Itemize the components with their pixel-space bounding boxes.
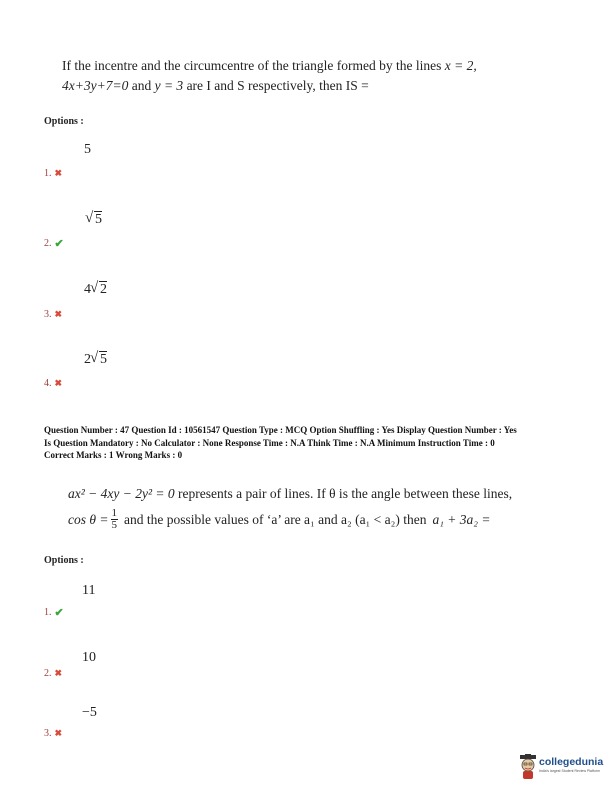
correct-mark-icon: ✔ — [54, 238, 64, 250]
wrong-mark-icon: ✖ — [54, 168, 63, 178]
wrong-mark-icon: ✖ — [54, 309, 63, 319]
square-root-icon: √ 2 — [91, 282, 107, 298]
q1-option-4-value: 2√ 5 — [84, 352, 107, 368]
question-2-line-1: ax² − 4xy − 2y² = 0 represents a pair of lines. If θ is the angle between these lines, — [68, 486, 513, 501]
question-1-line-1: If the incentre and the circumcentre of the triangle formed by the lines x = 2, — [62, 58, 477, 73]
logo-tagline: India's largest Student Review Platform — [539, 769, 600, 773]
q2-option-1-value: 11 — [82, 583, 96, 598]
wrong-mark-icon: ✖ — [54, 378, 63, 388]
q2-option-2-value: 10 — [82, 650, 96, 665]
q1-option-1-value: 5 — [84, 142, 91, 157]
q2-option-2[interactable]: 2. ✖ — [44, 668, 63, 679]
q1-option-4[interactable]: 4. ✖ — [44, 378, 63, 389]
question-2-line-2: cos θ = $\frac{1}{5}$ and the possible values of ‘a’ are a₁ and a₂ (a₁ < a₂) then a₁ + 3a₂ = — [68, 507, 491, 531]
q1-option-2-value — [86, 212, 102, 228]
options-heading: Options : — [44, 116, 84, 127]
q2-option-1[interactable]: 1. ✔ — [44, 607, 64, 619]
correct-mark-icon: ✔ — [54, 607, 64, 619]
wrong-mark-icon: ✖ — [54, 668, 63, 678]
options-heading: Options : — [44, 555, 84, 566]
q1-option-3[interactable]: 3. ✖ — [44, 309, 63, 320]
q1-option-1[interactable]: 1. ✖ — [44, 168, 63, 179]
q1-option-2[interactable]: 2. ✔ — [44, 238, 64, 250]
square-root-icon: √ 5 — [91, 352, 107, 368]
wrong-mark-icon: ✖ — [54, 728, 63, 738]
square-root-icon: √ 5 — [86, 212, 102, 228]
collegedunia-logo — [519, 752, 611, 782]
question-1-line-2: 4x+3y+7=0 and y = 3 are I and S respectively, then IS = — [62, 78, 369, 93]
q1-option-3-value: 4√ 2 — [84, 282, 107, 298]
question-1-text — [62, 56, 477, 96]
q2-option-3-value: −5 — [82, 705, 97, 720]
question-metadata: Question Number : 47 Question Id : 10561547 Question Type : MCQ Option Shuffling : Yes Display Question Number : Yes Is Question Mandatory : No Calculator : None Response Time : N.A Think Time : N.A Minimum Instruction Time : 0 Correct Marks : 1 Wrong Marks : 0 — [44, 425, 517, 460]
q2-option-3[interactable]: 3. ✖ — [44, 728, 63, 739]
graduate-mascot-icon — [519, 754, 537, 780]
fraction: $\frac{1}{5}$ — [111, 507, 117, 531]
logo-wordmark: collegedunia — [539, 756, 604, 768]
